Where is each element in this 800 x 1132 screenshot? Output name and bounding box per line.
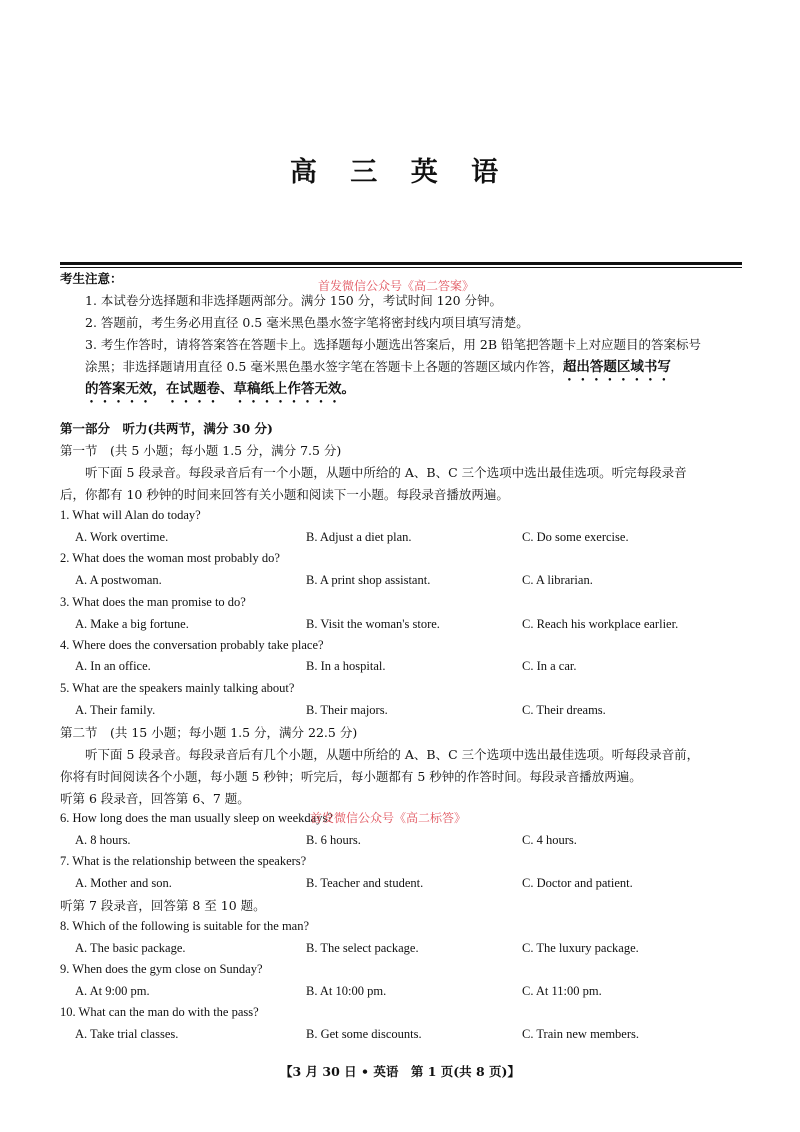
q7-option-a: A. Mother and son. (75, 876, 172, 890)
watermark: 首发微信公众号《高二标答》 (310, 811, 467, 825)
section1-instructions-2: 后，你都有 10 秒钟的时间来回答有关小题和阅读下一小题。每段录音播放两遍。 (60, 487, 509, 502)
notice-heading: 考生注意： (60, 271, 123, 286)
watermark: 首发微信公众号《高二答案》 (318, 279, 475, 293)
question-9: 9. When does the gym close on Sunday? (60, 962, 263, 976)
recording-7-instruction: 听第 7 段录音，回答第 8 至 10 题。 (60, 898, 266, 913)
q8-option-b: B. The select package. (306, 941, 419, 955)
q9-option-c: C. At 11:00 pm. (522, 984, 602, 998)
notice-emphasis-2: 的答案无效，在试题卷、草稿纸上作答无效。 (85, 381, 355, 397)
header-rule-thin (60, 267, 742, 268)
section1-instructions-1: 听下面 5 段录音。每段录音后有一个小题，从题中所给的 A、B、C 三个选项中选出最佳选项。听完每段录音 (85, 465, 687, 480)
question-8: 8. Which of the following is suitable for the man? (60, 919, 310, 933)
question-7: 7. What is the relationship between the speakers? (60, 854, 307, 868)
q5-option-c: C. Their dreams. (522, 703, 606, 717)
q5-option-b: B. Their majors. (306, 703, 388, 717)
notice-emphasis-2-line (85, 380, 775, 406)
q4-option-c: C. In a car. (522, 659, 577, 673)
page-title: 高 三 英 语 (289, 157, 511, 188)
q9-option-b: B. At 10:00 pm. (306, 984, 387, 998)
section2-instructions-1: 听下面 5 段录音。每段录音后有几个小题，从题中所给的 A、B、C 三个选项中选出最佳选项。听每段录音前， (85, 747, 700, 762)
q4-option-b: B. In a hospital. (306, 659, 386, 673)
part1-heading: 第一部分 听力(共两节，满分 30 分) (60, 421, 273, 436)
q7-option-c: C. Doctor and patient. (522, 876, 633, 890)
q6-option-b: B. 6 hours. (306, 833, 361, 847)
notice-item-2: 2. 答题前，考生务必用直径 0.5 毫米黑色墨水签字笔将密封线内项目填写清楚。 (85, 315, 529, 330)
q3-option-b: B. Visit the woman's store. (306, 617, 440, 631)
q1-option-a: A. Work overtime. (75, 530, 169, 544)
question-1: 1. What will Alan do today? (60, 508, 201, 522)
q10-option-a: A. Take trial classes. (75, 1027, 179, 1041)
q2-option-c: C. A librarian. (522, 573, 593, 587)
notice-item-3: 3. 考生作答时，请将答案答在答题卡上。选择题每小题选出答案后，用 2B 铅笔把答题卡上对应题目的答案标号 (85, 337, 701, 352)
section2-instructions-2: 你将有时间阅读各个小题，每小题 5 秒钟；听完后，每小题都有 5 秒钟的作答时间。每段录音播放两遍。 (60, 769, 642, 784)
q2-option-b: B. A print shop assistant. (306, 573, 431, 587)
page-footer: 【3 月 30 日 • 英语 第 1 页(共 8 页)】 (280, 1064, 520, 1079)
q10-option-c: C. Train new members. (522, 1027, 640, 1041)
q2-option-a: A. A postwoman. (75, 573, 162, 587)
question-10: 10. What can the man do with the pass? (60, 1005, 259, 1019)
q3-option-a: A. Make a big fortune. (75, 617, 189, 631)
q1-option-b: B. Adjust a diet plan. (306, 530, 412, 544)
q7-option-b: B. Teacher and student. (306, 876, 424, 890)
q9-option-a: A. At 9:00 pm. (75, 984, 150, 998)
question-4: 4. Where does the conversation probably take place? (60, 638, 324, 652)
question-3: 3. What does the man promise to do? (60, 595, 246, 609)
q8-option-c: C. The luxury package. (522, 941, 639, 955)
q4-option-a: A. In an office. (75, 659, 151, 673)
notice-emphasis-1: 超出答题区域书写 (562, 359, 671, 375)
header-rule (60, 262, 742, 265)
q8-option-a: A. The basic package. (75, 941, 186, 955)
notice-item-3-text: 涂黑；非选择题请用直径 0.5 毫米黑色墨水签字笔在答题卡上各题的答题区域内作答， (85, 359, 563, 374)
q1-option-c: C. Do some exercise. (522, 530, 629, 544)
q6-option-a: A. 8 hours. (75, 833, 131, 847)
section2-heading: 第二节 (共 15 小题；每小题 1.5 分，满分 22.5 分) (60, 725, 358, 740)
q5-option-a: A. Their family. (75, 703, 156, 717)
section1-heading: 第一节 (共 5 小题；每小题 1.5 分，满分 7.5 分) (60, 443, 342, 458)
q6-option-c: C. 4 hours. (522, 833, 577, 847)
notice-item-1: 1. 本试卷分选择题和非选择题两部分。满分 150 分，考试时间 120 分钟。 (85, 293, 503, 308)
recording-6-instruction: 听第 6 段录音，回答第 6、7 题。 (60, 791, 250, 806)
q10-option-b: B. Get some discounts. (306, 1027, 422, 1041)
question-6: 6. How long does the man usually sleep on weekdays? (60, 811, 333, 825)
question-2: 2. What does the woman most probably do? (60, 551, 280, 565)
q3-option-c: C. Reach his workplace earlier. (522, 617, 679, 631)
question-5: 5. What are the speakers mainly talking about? (60, 681, 295, 695)
